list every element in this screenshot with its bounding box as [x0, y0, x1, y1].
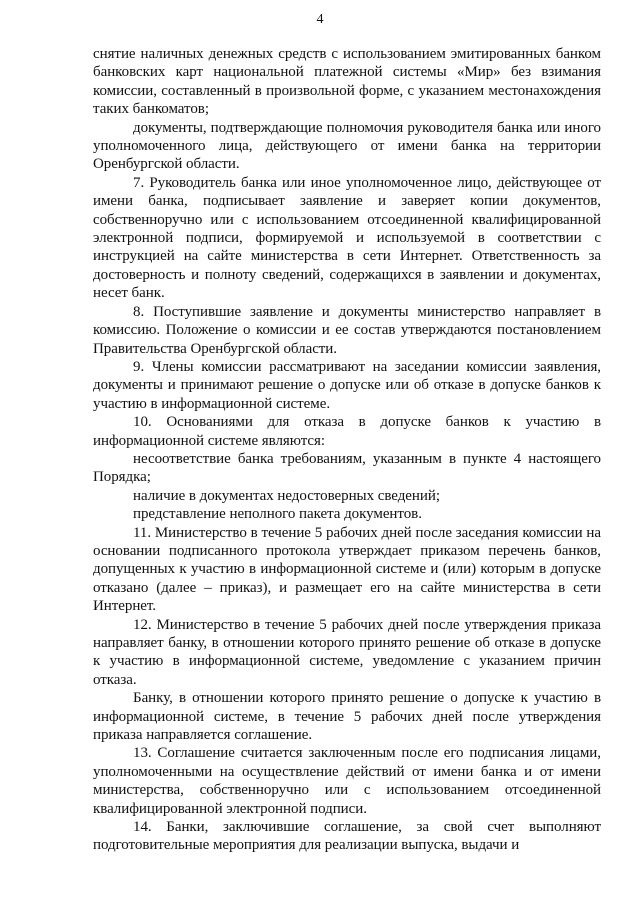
paragraph: представление неполного пакета документов.	[133, 506, 422, 523]
paragraph: 7. Руководитель банка или иное уполномоченное лицо, действующее от имени банка, подписывает заявление и заверяет копии документов, собственноручно или с использованием отсоединенной квалифицированной электронной подписи, формируемой и используемой в соответствии с инструкцией на сайте министерства в сети Интернет. Ответственность за достоверность и полноту сведений, содержащихся в заявлении и документах, несет банк.	[93, 174, 601, 302]
paragraph: 13. Соглашение считается заключенным после его подписания лицами, уполномоченными на осуществление действий от имени банка и от имени министерства, собственноручно или с использованием отсоединенной квалифицированной электронной подписи.	[93, 745, 601, 817]
paragraph: 12. Министерство в течение 5 рабочих дней после утверждения приказа направляет банку, в отношении которого принято решение об отказе в допуске к участию в информационной системе, уведомление с указанием причин отказа.	[93, 616, 601, 688]
paragraph: несоответствие банка требованиям, указанным в пункте 4 настоящего Порядка;	[93, 450, 601, 486]
paragraph: 14. Банки, заключившие соглашение, за свой счет выполняют подготовительные мероприятия для реализации выпуска, выдачи и	[93, 819, 601, 854]
document-body	[93, 45, 601, 855]
paragraph: 11. Министерство в течение 5 рабочих дней после заседания комиссии на основании подписанного протокола утверждает приказом перечень банков, допущенных к участию в информационной системе и (или) которым в допуске отказано (далее – приказ), и размещает его на сайте министерства в сети Интернет.	[93, 524, 601, 615]
paragraph: 8. Поступившие заявление и документы министерство направляет в комиссию. Положение о комиссии и ее состав утверждаются постановлением Правительства Оренбургской области.	[93, 303, 601, 357]
paragraph: 9. Члены комиссии рассматривают на заседании комиссии заявления, документы и принимают решение о допуске или об отказе в допуске банков к участию в информационной системе.	[93, 358, 601, 412]
paragraph: Банку, в отношении которого принято решение о допуске к участию в информационной системе, в течение 5 рабочих дней после утверждения приказа направляется соглашение.	[93, 690, 601, 744]
paragraph: снятие наличных денежных средств с использованием эмитированных банком банковских карт национальной платежной системы «Мир» без взимания комиссии, составленный в произвольной форме, с указанием местонахождения таких банкоматов;	[93, 46, 601, 118]
paragraph: 10. Основаниями для отказа в допуске банков к участию в информационной системе являются:	[93, 414, 601, 449]
paragraph: наличие в документах недостоверных сведений;	[133, 487, 440, 504]
paragraph: документы, подтверждающие полномочия руководителя банка или иного уполномоченного лица, действующего от имени банка на территории Оренбургской области.	[93, 119, 601, 173]
page-number: 4	[316, 12, 324, 27]
